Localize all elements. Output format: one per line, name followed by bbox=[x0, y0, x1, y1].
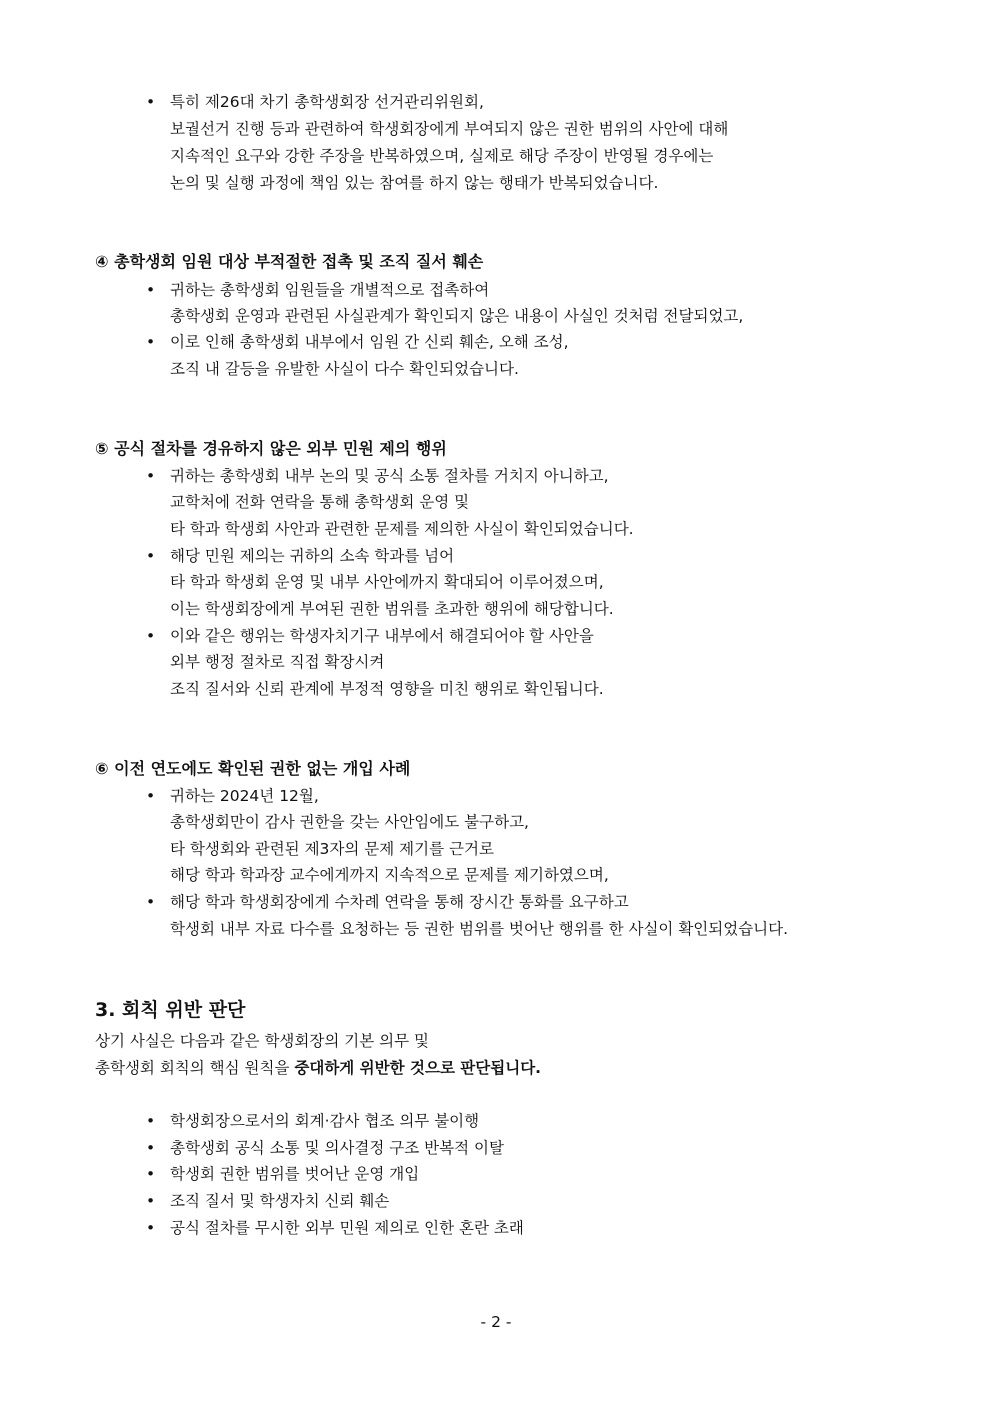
intro-line-1: 특히 제26대 차기 총학생회장 선거관리위원회, bbox=[170, 93, 484, 111]
page-number: - 2 - bbox=[480, 1313, 512, 1331]
bullet-marker: • bbox=[146, 467, 156, 485]
section5-b2-line2: 타 학과 학생회 운영 및 내부 사안에까지 확대되어 이루어졌으며, bbox=[170, 573, 604, 591]
section3-title: 3. 회칙 위반 판단 bbox=[95, 999, 246, 1021]
judgment-line-1: 상기 사실은 다음과 같은 학생회장의 기본 의무 및 bbox=[95, 1032, 429, 1050]
bullet-marker: • bbox=[146, 1112, 156, 1130]
section6-b1-line2: 총학생회만이 감사 권한을 갖는 사안임에도 불구하고, bbox=[170, 813, 529, 831]
intro-line-4: 논의 및 실행 과정에 책임 있는 참여를 하지 않는 행태가 반복되었습니다. bbox=[170, 174, 659, 192]
section4-b1-line1: 귀하는 총학생회 임원들을 개별적으로 접촉하여 bbox=[170, 281, 490, 299]
section6-b1-line3: 타 학생회와 관련된 제3자의 문제 제기를 근거로 bbox=[170, 840, 494, 858]
violation-item: 조직 질서 및 학생자치 신뢰 훼손 bbox=[170, 1192, 390, 1210]
bullet-marker: • bbox=[146, 1192, 156, 1210]
section5-b1-line2: 교학처에 전화 연락을 통해 총학생회 운영 및 bbox=[170, 493, 470, 511]
section6-b2-line2: 학생회 내부 자료 다수를 요청하는 등 권한 범위를 벗어난 행위를 한 사실이 확인되었습니다. bbox=[170, 920, 789, 938]
violation-item: 공식 절차를 무시한 외부 민원 제의로 인한 혼란 초래 bbox=[170, 1219, 524, 1237]
section6-heading: ⑥ 이전 연도에도 확인된 권한 없는 개입 사례 bbox=[95, 759, 411, 778]
section6-b2-line1: 해당 학과 학생회장에게 수차례 연락을 통해 장시간 통화를 요구하고 bbox=[170, 893, 629, 911]
section5-b3-line1: 이와 같은 행위는 학생자치기구 내부에서 해결되어야 할 사안을 bbox=[170, 627, 594, 645]
section5-b1-line1: 귀하는 총학생회 내부 논의 및 공식 소통 절차를 거치지 아니하고, bbox=[170, 467, 609, 485]
bullet-marker: • bbox=[146, 1219, 156, 1237]
bullet-marker: • bbox=[146, 787, 156, 805]
section5-b2-line3: 이는 학생회장에게 부여된 권한 범위를 초과한 행위에 해당합니다. bbox=[170, 600, 614, 618]
bullet-marker: • bbox=[146, 627, 156, 645]
violation-item: 총학생회 공식 소통 및 의사결정 구조 반복적 이탈 bbox=[170, 1139, 504, 1157]
section6-b1-line4: 해당 학과 학과장 교수에게까지 지속적으로 문제를 제기하였으며, bbox=[170, 866, 609, 884]
violation-item: 학생회장으로서의 회계·감사 협조 의무 불이행 bbox=[170, 1112, 480, 1130]
intro-line-2: 보궐선거 진행 등과 관련하여 학생회장에게 부여되지 않은 권한 범위의 사안에 대해 bbox=[170, 120, 729, 138]
bullet-marker: • bbox=[146, 93, 156, 111]
bullet-marker: • bbox=[146, 1165, 156, 1183]
section4-b2-line2: 조직 내 갈등을 유발한 사실이 다수 확인되었습니다. bbox=[170, 360, 519, 378]
section6-b1-line1: 귀하는 2024년 12월, bbox=[170, 787, 319, 805]
intro-line-3: 지속적인 요구와 강한 주장을 반복하였으며, 실제로 해당 주장이 반영될 경우에는 bbox=[170, 147, 714, 165]
section5-b3-line3: 조직 질서와 신뢰 관계에 부정적 영향을 미친 행위로 확인됩니다. bbox=[170, 680, 604, 698]
section4-b2-line1: 이로 인해 총학생회 내부에서 임원 간 신뢰 훼손, 오해 조성, bbox=[170, 333, 569, 351]
section4-heading: ④ 총학생회 임원 대상 부적절한 접촉 및 조직 질서 훼손 bbox=[95, 252, 484, 271]
section5-heading: ⑤ 공식 절차를 경유하지 않은 외부 민원 제의 행위 bbox=[95, 439, 447, 458]
judgment-line-2-normal: 총학생회 회칙의 핵심 원칙을 bbox=[95, 1059, 295, 1077]
judgment-line-2 bbox=[95, 1058, 541, 1078]
bullet-marker: • bbox=[146, 281, 156, 299]
bullet-marker: • bbox=[146, 547, 156, 565]
bullet-marker: • bbox=[146, 893, 156, 911]
bullet-marker: • bbox=[146, 1139, 156, 1157]
bullet-marker: • bbox=[146, 333, 156, 351]
section5-b2-line1: 해당 민원 제의는 귀하의 소속 학과를 넘어 bbox=[170, 547, 455, 565]
judgment-line-2-bold: 중대하게 위반한 것으로 판단됩니다. bbox=[294, 1059, 542, 1077]
section5-b3-line2: 외부 행정 절차로 직접 확장시켜 bbox=[170, 653, 385, 671]
violation-item: 학생회 권한 범위를 벗어난 운영 개입 bbox=[170, 1165, 420, 1183]
section4-b1-line2: 총학생회 운영과 관련된 사실관계가 확인되지 않은 내용이 사실인 것처럼 전달되었고, bbox=[170, 307, 744, 325]
section5-b1-line3: 타 학과 학생회 사안과 관련한 문제를 제의한 사실이 확인되었습니다. bbox=[170, 520, 634, 538]
